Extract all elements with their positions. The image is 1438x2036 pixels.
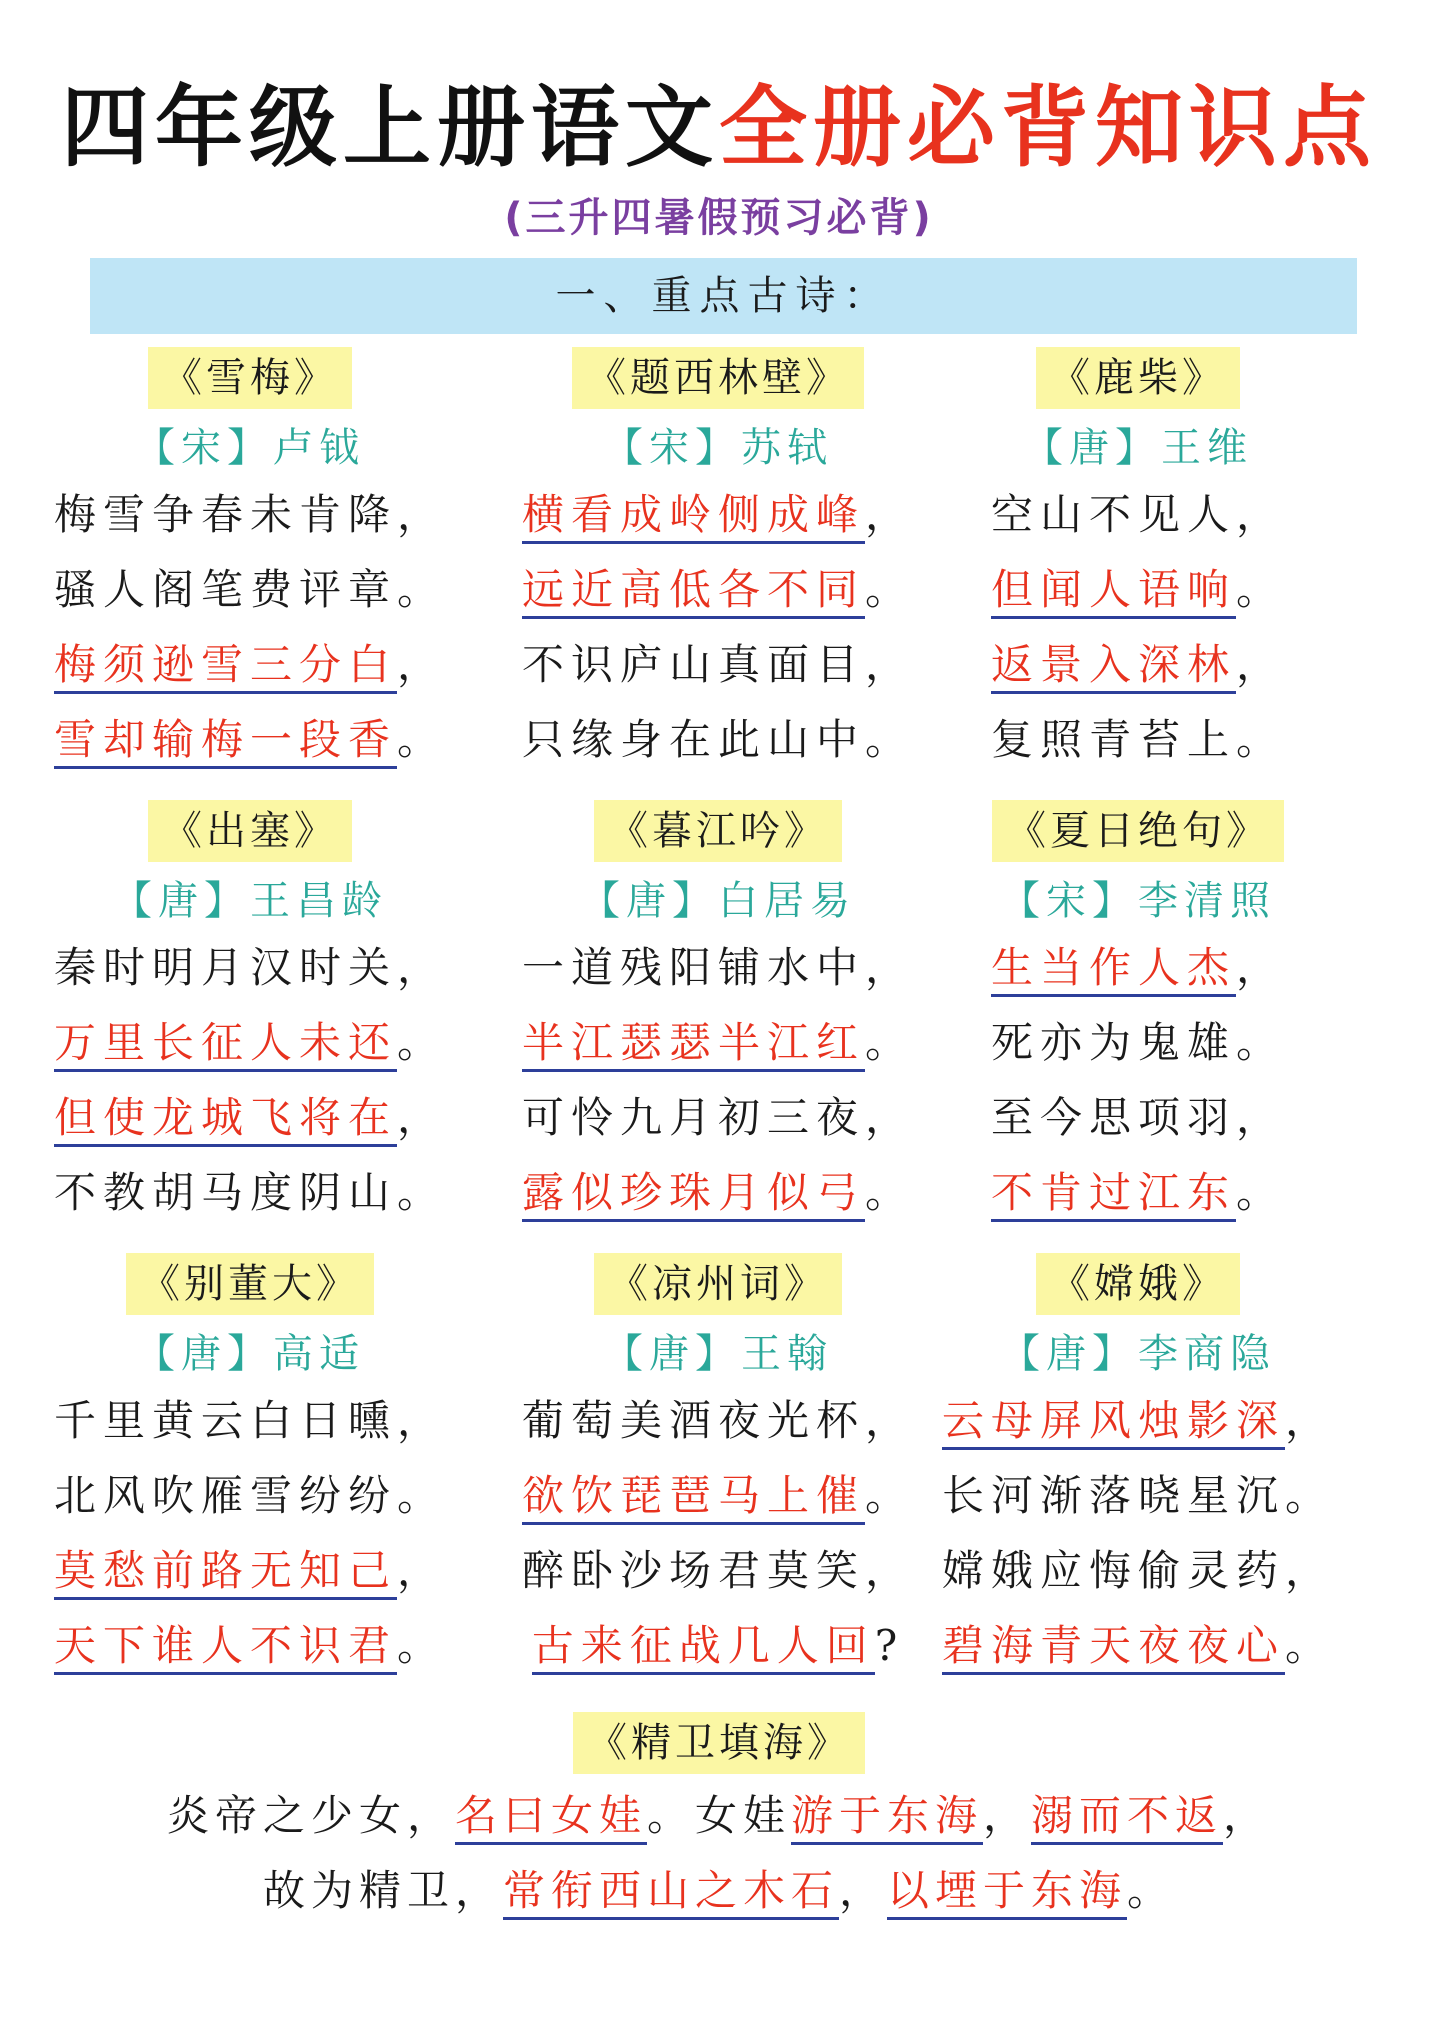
poem-line [488, 1155, 948, 1230]
final-poem-line-1 [0, 1778, 1438, 1853]
poem-line-text: 北风吹雁雪纷纷 [53, 1471, 397, 1520]
poem-line-text: 长河渐落晓星沉 [941, 1471, 1285, 1520]
poem-author: 【唐】王翰 [603, 1331, 833, 1377]
poem-line-punctuation: 。 [865, 565, 915, 614]
poem-line-highlighted-text: 横看成岭侧成峰 [522, 490, 865, 544]
poem-block [40, 1253, 460, 1683]
poem-line [40, 930, 460, 1005]
poem-line [40, 1533, 460, 1608]
poem-lines [488, 477, 948, 777]
poem-line [40, 1005, 460, 1080]
poem-line [40, 1080, 460, 1155]
poem-author: 【唐】王昌龄 [112, 878, 388, 924]
poem-line-highlighted-text: 远近高低各不同 [522, 565, 865, 619]
poem-line-text: 死亦为鬼雄 [990, 1018, 1236, 1067]
poem-line-highlighted-text: 雪却输梅一段香 [54, 715, 397, 769]
poem-line-highlighted-text: 古来征战几人回 [532, 1621, 875, 1675]
poem-lines [928, 477, 1348, 777]
poem-line-punctuation: ， [865, 1546, 915, 1595]
poem-title: 《夏日绝句》 [992, 800, 1284, 862]
poem-line-punctuation: ， [1285, 1396, 1335, 1445]
poem-line-punctuation: 。 [1285, 1621, 1335, 1670]
poem-line-highlighted-text: 露似珍珠月似弓 [522, 1168, 865, 1222]
poem-line-punctuation: 。 [865, 1018, 915, 1067]
poem-title: 《雪梅》 [148, 347, 352, 409]
poem-line-text: 梅雪争春未肯降 [53, 490, 397, 539]
poem-lines [488, 1383, 948, 1683]
poem-line-punctuation: ， [865, 490, 915, 539]
poem-line-punctuation: 。 [397, 715, 447, 764]
prose-text: 炎帝之少女， [166, 1791, 455, 1840]
poem-line-highlighted-text: 不肯过江东 [991, 1168, 1236, 1222]
poem-title: 《嫦娥》 [1036, 1253, 1240, 1315]
poem-line-punctuation: ， [1236, 640, 1286, 689]
prose-text: 。 [1127, 1866, 1176, 1915]
poem-line-highlighted-text: 半江瑟瑟半江红 [522, 1018, 865, 1072]
final-poem-title: 《精卫填海》 [573, 1712, 865, 1774]
poem-line [928, 702, 1348, 777]
poem-line-punctuation: ， [1236, 943, 1286, 992]
poem-line-punctuation: ， [865, 640, 915, 689]
poem-line [488, 1005, 948, 1080]
poem-line-punctuation: 。 [397, 565, 447, 614]
poem-line-highlighted-text: 碧海青天夜夜心 [942, 1621, 1285, 1675]
poem-line-highlighted-text: 欲饮琵琶马上催 [522, 1471, 865, 1525]
poem-line-punctuation: ? [874, 1621, 905, 1670]
poem-line [40, 477, 460, 552]
poem-block [488, 1253, 948, 1683]
poem-line-punctuation: ， [865, 943, 915, 992]
prose-highlighted-text: 常衔西山之木石 [503, 1866, 839, 1920]
poem-line-punctuation: 。 [397, 1621, 447, 1670]
poem-title: 《凉州词》 [594, 1253, 842, 1315]
poem-line [928, 552, 1348, 627]
poem-line-punctuation: ， [397, 640, 447, 689]
poem-line-punctuation: 。 [1236, 565, 1286, 614]
poem-title: 《别董大》 [126, 1253, 374, 1315]
poem-line-highlighted-text: 生当作人杰 [991, 943, 1236, 997]
poem-line [928, 930, 1348, 1005]
final-poem-title-wrap [0, 1712, 1438, 1774]
poem-line [928, 1608, 1348, 1683]
poem-line [488, 702, 948, 777]
prose-highlighted-text: 游于东海 [791, 1791, 983, 1845]
prose-text: ， [1223, 1791, 1272, 1840]
poem-block [40, 800, 460, 1230]
poem-line [40, 1383, 460, 1458]
poem-line [928, 1080, 1348, 1155]
poem-line [928, 627, 1348, 702]
poem-line-punctuation: 。 [1236, 1168, 1286, 1217]
poem-line-highlighted-text: 但闻人语响 [991, 565, 1236, 619]
poem-line [40, 1155, 460, 1230]
poem-line [928, 1383, 1348, 1458]
poem-block [928, 347, 1348, 777]
prose-text: ， [838, 1866, 887, 1915]
poem-line-text: 嫦娥应悔偷灵药 [941, 1546, 1285, 1595]
poem-author: 【宋】卢钺 [135, 425, 365, 471]
poem-line-highlighted-text: 云母屏风烛影深 [942, 1396, 1285, 1450]
poem-line [488, 477, 948, 552]
poem-lines [40, 477, 460, 777]
poem-line-text: 骚人阁笔费评章 [53, 565, 397, 614]
poem-line-punctuation: ， [397, 490, 447, 539]
poem-line-punctuation: 。 [865, 1471, 915, 1520]
poem-line-text: 一道残阳铺水中 [521, 943, 865, 992]
poem-author: 【唐】李商隐 [1000, 1331, 1276, 1377]
poem-line-highlighted-text: 天下谁人不识君 [54, 1621, 397, 1675]
poem-line [488, 627, 948, 702]
prose-text: 故为精卫， [262, 1866, 503, 1915]
page-title-topic: 全册必背知识点 [719, 76, 1378, 179]
poem-line-highlighted-text: 梅须逊雪三分白 [54, 640, 397, 694]
poem-line [928, 1533, 1348, 1608]
poem-line-highlighted-text: 莫愁前路无知己 [54, 1546, 397, 1600]
poem-author: 【宋】苏轼 [603, 425, 833, 471]
poem-line-punctuation: 。 [865, 1168, 915, 1217]
poem-line [40, 627, 460, 702]
poem-line-punctuation: 。 [1285, 1471, 1335, 1520]
poem-line-punctuation: 。 [397, 1471, 447, 1520]
poem-line-punctuation: 。 [397, 1018, 447, 1067]
poem-author: 【唐】王维 [1023, 425, 1253, 471]
poem-line-punctuation: ， [397, 943, 447, 992]
poem-author: 【唐】高适 [135, 1331, 365, 1377]
poem-lines [40, 1383, 460, 1683]
poem-author: 【唐】白居易 [580, 878, 856, 924]
poem-line-punctuation: ， [1285, 1546, 1335, 1595]
section-heading: 一、重点古诗： [90, 258, 1357, 334]
prose-text: ， [983, 1791, 1032, 1840]
poem-line [40, 552, 460, 627]
poem-line [488, 1383, 948, 1458]
poem-line [928, 1155, 1348, 1230]
poem-line [488, 930, 948, 1005]
poem-block [928, 1253, 1348, 1683]
poem-block [488, 347, 948, 777]
poem-line [40, 1458, 460, 1533]
poem-line-punctuation: ， [397, 1093, 447, 1142]
poem-line-punctuation: ， [1236, 1093, 1286, 1142]
poem-block [488, 800, 948, 1230]
poem-line-punctuation: 。 [1236, 1018, 1286, 1067]
page-subtitle: (三升四暑假预习必背) [504, 195, 934, 241]
page-title-grade: 四年级上册语文 [60, 76, 719, 179]
poem-line-text: 葡萄美酒夜光杯 [521, 1396, 865, 1445]
poem-line-punctuation: ， [865, 1093, 915, 1142]
poem-line-text: 空山不见人 [990, 490, 1236, 539]
poem-line-text: 至今思项羽 [990, 1093, 1236, 1142]
poem-block [928, 800, 1348, 1230]
poem-line-punctuation: 。 [1236, 715, 1286, 764]
poem-line-punctuation: ， [397, 1546, 447, 1595]
poem-line-punctuation: ， [397, 1396, 447, 1445]
poem-line [928, 1458, 1348, 1533]
poem-line-punctuation: ， [1236, 490, 1286, 539]
poem-title: 《题西林壁》 [572, 347, 864, 409]
poem-line-text: 千里黄云白日曛 [53, 1396, 397, 1445]
prose-highlighted-text: 名曰女娃 [455, 1791, 647, 1845]
poem-line [488, 1608, 948, 1683]
poem-line [928, 1005, 1348, 1080]
poem-author: 【宋】李清照 [1000, 878, 1276, 924]
poem-lines [488, 930, 948, 1230]
page-title [0, 78, 1438, 178]
poem-line-text: 只缘身在此山中 [521, 715, 865, 764]
poem-line-punctuation: 。 [397, 1168, 447, 1217]
poem-title: 《暮江吟》 [594, 800, 842, 862]
poem-block [40, 347, 460, 777]
poem-line [928, 477, 1348, 552]
poem-line-text: 不教胡马度阴山 [53, 1168, 397, 1217]
poem-title: 《出塞》 [148, 800, 352, 862]
poem-line-highlighted-text: 但使龙城飞将在 [54, 1093, 397, 1147]
poem-line-text: 复照青苔上 [990, 715, 1236, 764]
poem-lines [928, 930, 1348, 1230]
poem-line-highlighted-text: 返景入深林 [991, 640, 1236, 694]
prose-text: 。女娃 [646, 1791, 791, 1840]
poem-line-highlighted-text: 万里长征人未还 [54, 1018, 397, 1072]
poem-line [488, 552, 948, 627]
poem-line-punctuation: ， [865, 1396, 915, 1445]
poem-line-punctuation: 。 [865, 715, 915, 764]
prose-highlighted-text: 以堙于东海 [887, 1866, 1127, 1920]
poem-line-text: 秦时明月汉时关 [53, 943, 397, 992]
poem-lines [40, 930, 460, 1230]
prose-highlighted-text: 溺而不返 [1031, 1791, 1223, 1845]
final-poem-line-2 [0, 1853, 1438, 1928]
poem-line-text: 不识庐山真面目 [521, 640, 865, 689]
poem-line [488, 1533, 948, 1608]
poem-line [488, 1080, 948, 1155]
poem-line-text: 醉卧沙场君莫笑 [521, 1546, 865, 1595]
poem-lines [928, 1383, 1348, 1683]
poem-line [40, 1608, 460, 1683]
poem-line-text: 可怜九月初三夜 [521, 1093, 865, 1142]
poem-line [40, 702, 460, 777]
poem-line [488, 1458, 948, 1533]
poem-title: 《鹿柴》 [1036, 347, 1240, 409]
